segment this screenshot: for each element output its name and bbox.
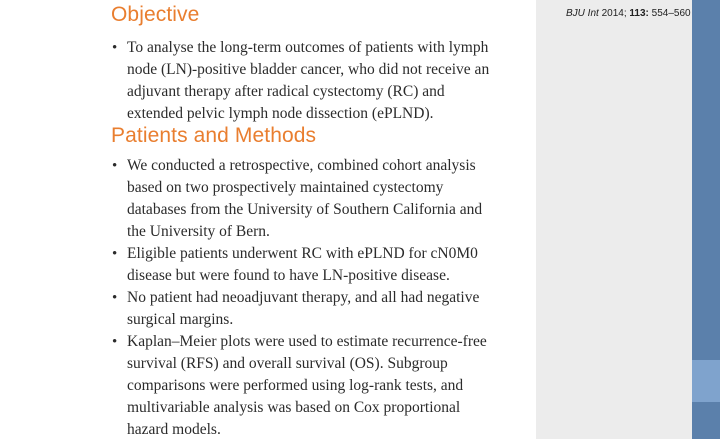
- bullet-marker: •: [112, 158, 118, 174]
- objective-line: adjuvant therapy after radical cystectomy (RC) and: [127, 83, 445, 100]
- methods-line: No patient had neoadjuvant therapy, and all had negative: [127, 289, 480, 306]
- methods-bullet: [112, 331, 487, 439]
- citation-volume: 113:: [629, 8, 649, 19]
- methods-line: disease but were found to have LN-positive disease.: [127, 267, 450, 284]
- objective-line: extended pelvic lymph node dissection (ePLND).: [127, 105, 434, 122]
- citation-journal: BJU Int: [566, 8, 599, 19]
- methods-line: surgical margins.: [127, 311, 234, 328]
- bullet-marker: •: [112, 290, 118, 306]
- citation-pages: 554–560: [651, 8, 691, 19]
- objective-heading: Objective: [111, 3, 200, 26]
- methods-bullet: [112, 243, 487, 287]
- methods-line: comparisons were performed using log-rank tests, and: [127, 377, 464, 394]
- citation-year: 2014;: [601, 8, 627, 19]
- objective-line: To analyse the long-term outcomes of patients with lymph: [127, 39, 489, 56]
- accent-bar-middle: [692, 360, 720, 402]
- methods-line: databases from the University of Southern California and: [127, 201, 483, 218]
- objective-bullet: [112, 37, 489, 125]
- methods-line: Eligible patients underwent RC with ePLND for cN0M0: [127, 245, 478, 262]
- methods-line: multivariable analysis was based on Cox proportional: [127, 399, 461, 416]
- methods-line: Kaplan–Meier plots were used to estimate recurrence-free: [127, 333, 487, 350]
- bullet-marker: •: [112, 40, 118, 56]
- methods-line: based on two prospectively maintained cystectomy: [127, 179, 444, 196]
- methods-line: hazard models.: [127, 421, 221, 438]
- bullet-marker: •: [112, 334, 118, 350]
- methods-bullet: [112, 155, 487, 243]
- methods-bullet: [112, 287, 487, 331]
- accent-bar-top: [692, 0, 720, 360]
- objective-list: [112, 37, 489, 125]
- methods-line: We conducted a retrospective, combined cohort analysis: [127, 157, 476, 174]
- accent-bar-bottom: [692, 402, 720, 439]
- methods-list: [112, 155, 487, 439]
- citation: [566, 8, 691, 19]
- methods-line: the University of Bern.: [127, 223, 270, 240]
- objective-line: node (LN)-positive bladder cancer, who did not receive an: [127, 61, 490, 78]
- bullet-marker: •: [112, 246, 118, 262]
- methods-line: survival (RFS) and overall survival (OS). Subgroup: [127, 355, 448, 372]
- methods-heading: Patients and Methods: [111, 124, 317, 147]
